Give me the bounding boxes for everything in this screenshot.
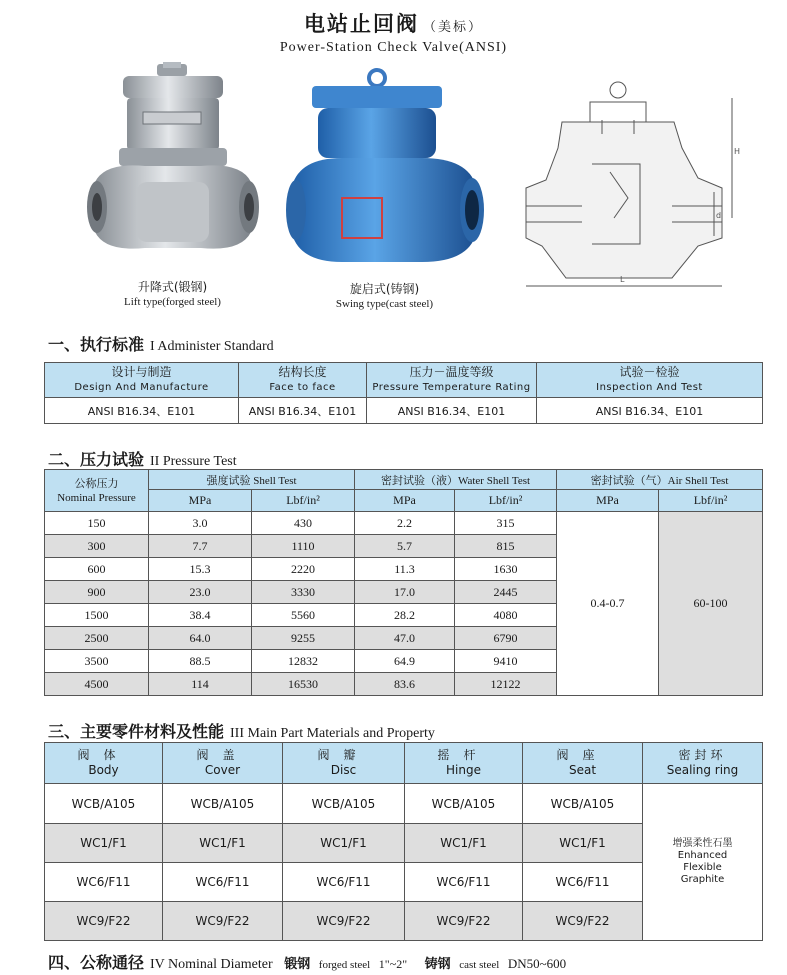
lift-valve-photo: [75, 62, 270, 277]
table-cell: ANSI B16.34、E101: [537, 398, 763, 424]
svg-text:d: d: [716, 211, 722, 220]
unit-header: Lbf/in²: [455, 490, 557, 512]
unit-header: MPa: [149, 490, 252, 512]
table-row: WC9/F22 WC9/F22 WC9/F22 WC9/F22 WC9/F22: [45, 902, 763, 941]
header-disc: 阀瓣 Disc: [283, 743, 405, 784]
header-face: 结构长度 Face to face: [239, 363, 367, 398]
header-air: 密封试验（气）Air Shell Test: [557, 470, 763, 490]
table-cell: ANSI B16.34、E101: [239, 398, 367, 424]
air-lbf-cell: 60-100: [659, 512, 763, 696]
table-row: 3500 88.5 12832 64.9 9410: [45, 650, 763, 673]
sealing-cell: 增强柔性石墨 Enhanced Flexible Graphite: [643, 784, 763, 941]
unit-header: MPa: [557, 490, 659, 512]
header-body: 阀体 Body: [45, 743, 163, 784]
pressure-test-table: [44, 469, 763, 696]
section2-title: 二、压力试验 II Pressure Test: [48, 450, 237, 469]
header-cover: 阀盖 Cover: [163, 743, 283, 784]
table-row: 150 3.0 430 2.2 315 0.4-0.7 60-100: [45, 512, 763, 535]
table-row: WCB/A105 WCB/A105 WCB/A105 WCB/A105 WCB/A105 增强柔性石墨 Enhanced Flexible Graphite: [45, 784, 763, 824]
caption-cn: 升降式(锻钢): [137, 280, 208, 294]
unit-header: Lbf/in²: [252, 490, 355, 512]
unit-header: MPa: [355, 490, 455, 512]
table-row: WC6/F11 WC6/F11 WC6/F11 WC6/F11 WC6/F11: [45, 863, 763, 902]
header-seat: 阀座 Seat: [523, 743, 643, 784]
swing-valve-photo: [282, 66, 487, 281]
page-header: [0, 8, 787, 56]
table-row: 300 7.7 1110 5.7 815: [45, 535, 763, 558]
section1-title: 一、执行标准 I Administer Standard: [48, 335, 274, 354]
svg-text:H: H: [734, 147, 741, 156]
unit-header: Lbf/in²: [659, 490, 763, 512]
header-rating: 压力－温度等级 Pressure Temperature Rating: [367, 363, 537, 398]
caption-cn: 旋启式(铸钢): [349, 282, 420, 296]
header-sealing: 密封环 Sealing ring: [643, 743, 763, 784]
table-cell: ANSI B16.34、E101: [367, 398, 537, 424]
header-nominal: 公称压力 Nominal Pressure: [45, 470, 149, 512]
page-title: 电站止回阀 （美标）: [303, 12, 483, 36]
standard-table: [44, 362, 763, 424]
table-row: [45, 398, 763, 424]
header-water: 密封试验（液）Water Shell Test: [355, 470, 557, 490]
valve-section-drawing: [522, 68, 744, 290]
table-row: 1500 38.4 5560 28.2 4080: [45, 604, 763, 627]
svg-text:L: L: [620, 275, 625, 284]
table-row: 900 23.0 3330 17.0 2445: [45, 581, 763, 604]
header-design: 设计与制造 Design And Manufacture: [45, 363, 239, 398]
section4-title: 四、公称通径 IV Nominal Diameter 锻钢 forged steel 1"~2" 铸钢 cast steel DN50~600: [48, 953, 567, 972]
table-row: 2500 64.0 9255 47.0 6790: [45, 627, 763, 650]
air-mpa-cell: 0.4-0.7: [557, 512, 659, 696]
swing-valve-caption: [282, 282, 487, 312]
table-row: WC1/F1 WC1/F1 WC1/F1 WC1/F1 WC1/F1: [45, 824, 763, 863]
page-subtitle: Power-Station Check Valve(ANSI): [279, 40, 508, 55]
table-row: 600 15.3 2220 11.3 1630: [45, 558, 763, 581]
header-test: 试验－检验 Inspection And Test: [537, 363, 763, 398]
table-row: 4500 114 16530 83.6 12122: [45, 673, 763, 696]
caption-en: Lift type(forged steel): [124, 296, 221, 308]
materials-table: [44, 742, 763, 941]
section3-title: 三、主要零件材料及性能 III Main Part Materials and Property: [48, 722, 435, 741]
header-hinge: 摇杆 Hinge: [405, 743, 523, 784]
caption-en: Swing type(cast steel): [335, 298, 434, 310]
lift-valve-caption: [75, 280, 270, 310]
table-cell: ANSI B16.34、E101: [45, 398, 239, 424]
header-shell: 强度试验 Shell Test: [149, 470, 355, 490]
